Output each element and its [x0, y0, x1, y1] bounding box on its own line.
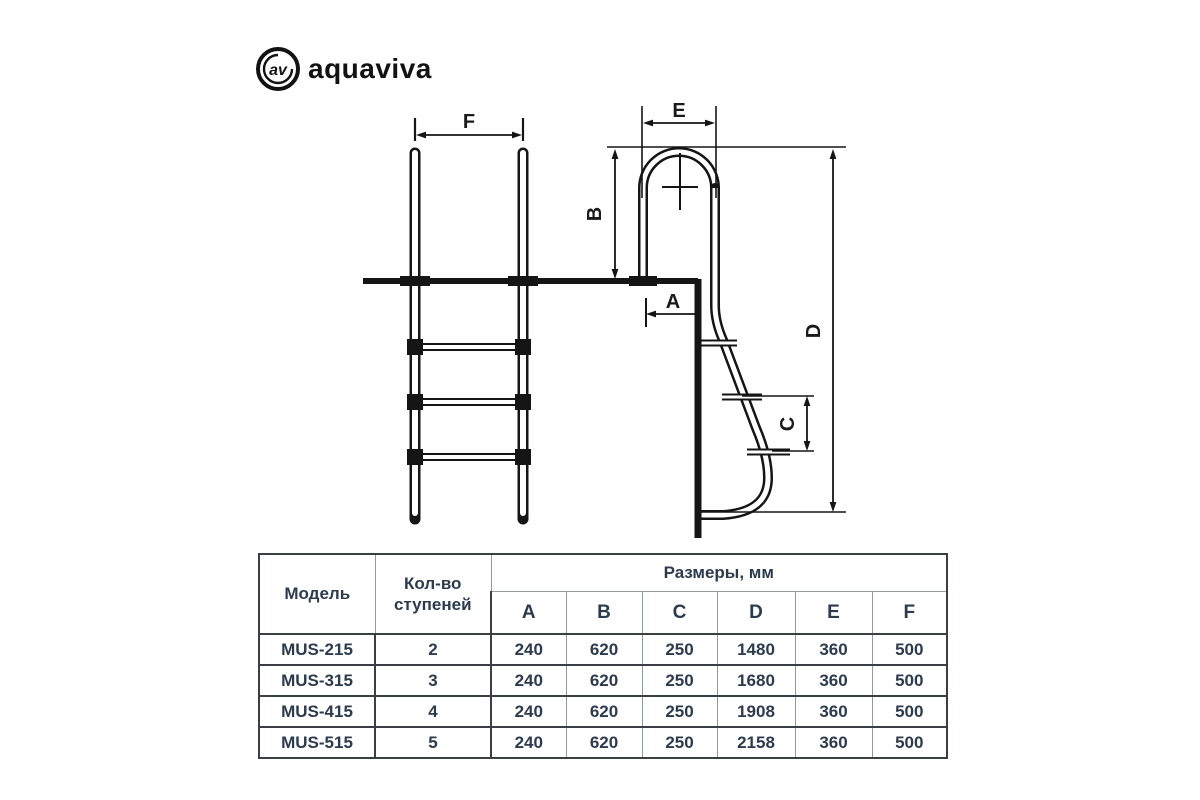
- dim-f: [415, 118, 523, 141]
- side-rail: [701, 188, 768, 515]
- header-model: Модель: [284, 584, 351, 604]
- hook-center-mark: [662, 153, 698, 210]
- spec-table-container: [258, 553, 948, 759]
- header-dim-f: F: [872, 592, 947, 635]
- cell-dim-f: 500: [872, 727, 947, 758]
- cell-model: MUS-315: [281, 670, 353, 690]
- cell-dim-b: 620: [566, 727, 642, 758]
- cell-steps: 5: [375, 727, 491, 758]
- table-row-mus-215: [259, 634, 947, 665]
- cell-dim-c: 250: [642, 634, 717, 665]
- header-dim-d: D: [717, 592, 795, 635]
- cell-steps: 4: [375, 696, 491, 727]
- logo-icon-letters: av: [269, 62, 287, 79]
- dim-e: [642, 106, 716, 198]
- dim-label-c: C: [777, 416, 799, 432]
- cell-dim-b: 620: [566, 665, 642, 696]
- cell-dim-a: 240: [491, 665, 566, 696]
- cell-dim-e: 360: [795, 696, 872, 727]
- deck-flange-left: [400, 276, 430, 286]
- table-row-mus-315: [259, 665, 947, 696]
- cell-model: MUS-415: [281, 701, 353, 721]
- deck-and-wall: [363, 276, 698, 538]
- dim-label-d: D: [803, 323, 825, 339]
- cell-dim-f: 500: [872, 634, 947, 665]
- handrail-hook: [643, 152, 715, 278]
- cell-dim-e: 360: [795, 665, 872, 696]
- side-view-ladder: [643, 152, 790, 515]
- header-steps-count: Кол-во ступеней: [375, 554, 491, 634]
- cell-dim-e: 360: [795, 727, 872, 758]
- cell-dim-c: 250: [642, 665, 717, 696]
- cell-dim-d: 1480: [717, 634, 795, 665]
- aquaviva-logo-icon: [252, 44, 302, 94]
- cell-steps: 2: [375, 634, 491, 665]
- cell-dim-c: 250: [642, 696, 717, 727]
- cell-dim-d: 1908: [717, 696, 795, 727]
- front-rungs: [407, 339, 531, 465]
- brand-wordmark: aquaviva: [308, 53, 432, 84]
- dim-label-b: B: [584, 206, 606, 222]
- header-dim-b: B: [566, 592, 642, 635]
- cell-dim-a: 240: [491, 727, 566, 758]
- cell-steps: 3: [375, 665, 491, 696]
- dim-label-a: A: [665, 291, 681, 313]
- dim-d: [700, 149, 846, 512]
- cell-dim-f: 500: [872, 696, 947, 727]
- cell-dim-e: 360: [795, 634, 872, 665]
- header-dim-c: C: [642, 592, 717, 635]
- brand-logo: [252, 44, 432, 94]
- hook-foot-flange: [629, 276, 657, 286]
- table-row-mus-415: [259, 696, 947, 727]
- dim-c: [742, 396, 814, 451]
- header-dim-e: E: [795, 592, 872, 635]
- cell-dim-a: 240: [491, 696, 566, 727]
- cell-dim-a: 240: [491, 634, 566, 665]
- front-view-ladder: [407, 153, 531, 519]
- dim-label-e: E: [672, 100, 686, 122]
- cell-dim-d: 1680: [717, 665, 795, 696]
- header-sizes: Размеры, мм: [491, 554, 947, 592]
- dim-b: [612, 149, 619, 279]
- cell-dim-b: 620: [566, 696, 642, 727]
- cell-dim-b: 620: [566, 634, 642, 665]
- table-row-mus-515: [259, 727, 947, 758]
- cell-dim-f: 500: [872, 665, 947, 696]
- side-steps: [700, 343, 790, 452]
- deck-flange-right: [508, 276, 538, 286]
- dimension-lines: [415, 106, 846, 512]
- header-dim-a: A: [491, 592, 566, 635]
- cell-dim-c: 250: [642, 727, 717, 758]
- cell-dim-d: 2158: [717, 727, 795, 758]
- dimensions-table: [258, 553, 948, 759]
- cell-model: MUS-215: [281, 639, 353, 659]
- dim-a: [646, 298, 697, 327]
- dim-label-f: F: [462, 111, 476, 133]
- cell-model: MUS-515: [281, 732, 353, 752]
